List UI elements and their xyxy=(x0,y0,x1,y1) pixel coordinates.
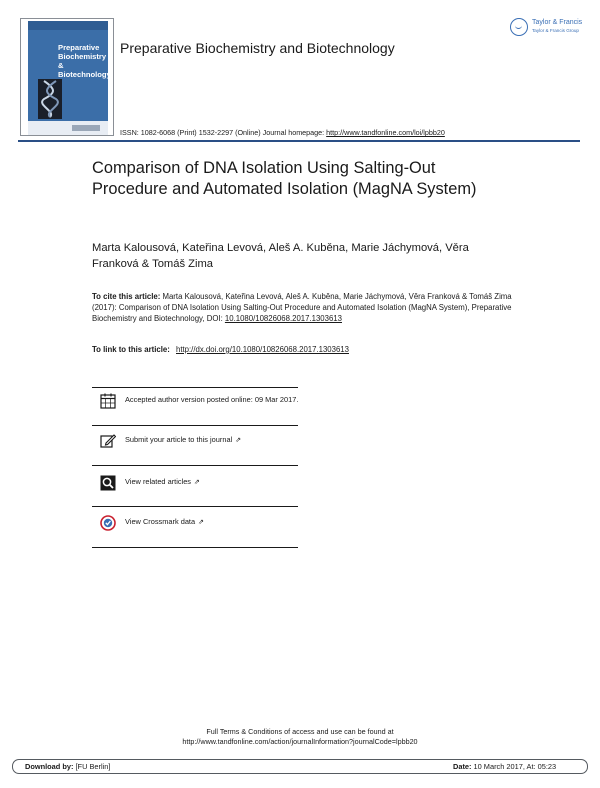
journal-cover xyxy=(20,18,114,136)
external-link-icon: ⇗ xyxy=(235,437,242,444)
action-divider xyxy=(92,506,298,507)
citation-text: Marta Kalousová, Kateřina Levová, Aleš A. Kuběna, Marie Jáchymová, Věra Franková & Tomáš Zima (2017): Comparison of DNA Isolation Using Salting-Out Procedure and Automated Isolation (MagNA System), Preparative Biochemistry and Biotechnology, DOI: xyxy=(92,292,512,324)
crossmark-icon xyxy=(100,515,116,531)
action-divider xyxy=(92,465,298,466)
dna-helix-image xyxy=(38,79,62,119)
crossmark-label: View Crossmark data xyxy=(125,517,196,526)
download-date-value: 10 March 2017, At: 05:23 xyxy=(471,762,557,771)
terms-line: Full Terms & Conditions of access and use can be found at xyxy=(206,727,394,736)
publisher-logo-icon xyxy=(510,18,528,36)
cover-publisher-logo xyxy=(72,125,100,131)
link-label: To link to this article: xyxy=(92,345,172,354)
downloaded-by xyxy=(25,762,110,771)
download-info-bar xyxy=(12,759,588,774)
article-authors: Marta Kalousová, Kateřina Levová, Aleš A. Kuběna, Marie Jáchymová, Věra Franková & Tomáš Zima xyxy=(92,242,469,270)
submit-article-label: Submit your article to this journal xyxy=(125,435,233,444)
journal-name: Preparative Biochemistry and Biotechnology xyxy=(120,40,395,56)
citation-block xyxy=(92,291,512,325)
calendar-icon xyxy=(100,393,116,409)
citation-doi-link[interactable]: 10.1080/10826068.2017.1303613 xyxy=(224,314,342,324)
related-articles-label: View related articles xyxy=(125,477,191,486)
search-articles-icon xyxy=(100,475,116,491)
publisher-logo xyxy=(510,18,590,42)
external-link-icon: ⇗ xyxy=(198,519,204,526)
journal-homepage-link[interactable]: http://www.tandfonline.com/loi/lpbb20 xyxy=(326,128,445,137)
publisher-logo-name: Taylor & Francis xyxy=(532,19,583,26)
downloaded-by-value: [FU Berlin] xyxy=(73,762,111,771)
edit-icon xyxy=(100,433,116,449)
publisher-logo-group: Taylor & Francis Group xyxy=(532,28,579,33)
cover-title: Preparative Biochemistry & Biotechnology xyxy=(58,43,111,79)
terms-url-link[interactable]: http://www.tandfonline.com/action/journalInformation?journalCode=lpbb20 xyxy=(182,737,418,747)
article-title: Comparison of DNA Isolation Using Salting-Out Procedure and Automated Isolation (MagNA System) xyxy=(92,159,477,198)
action-divider xyxy=(92,387,298,388)
article-link-line xyxy=(92,344,512,355)
terms-notice xyxy=(0,727,600,748)
downloaded-by-label: Download by: xyxy=(25,762,74,771)
article-doi-link[interactable]: http://dx.doi.org/10.1080/10826068.2017.1303613 xyxy=(176,345,349,354)
cover-art xyxy=(28,21,111,135)
download-date xyxy=(453,762,556,771)
accepted-date-text: Accepted author version posted online: 09 Mar 2017. xyxy=(125,395,299,404)
citation-label: To cite this article: xyxy=(92,292,161,301)
download-date-label: Date: xyxy=(453,762,472,771)
issn-text: ISSN: 1082-6068 (Print) 1532-2297 (Online) Journal homepage: xyxy=(120,128,327,137)
action-divider xyxy=(92,547,298,548)
issn-line xyxy=(120,128,445,137)
header-divider xyxy=(18,140,580,142)
action-divider xyxy=(92,425,298,426)
external-link-icon: ⇗ xyxy=(194,479,200,486)
